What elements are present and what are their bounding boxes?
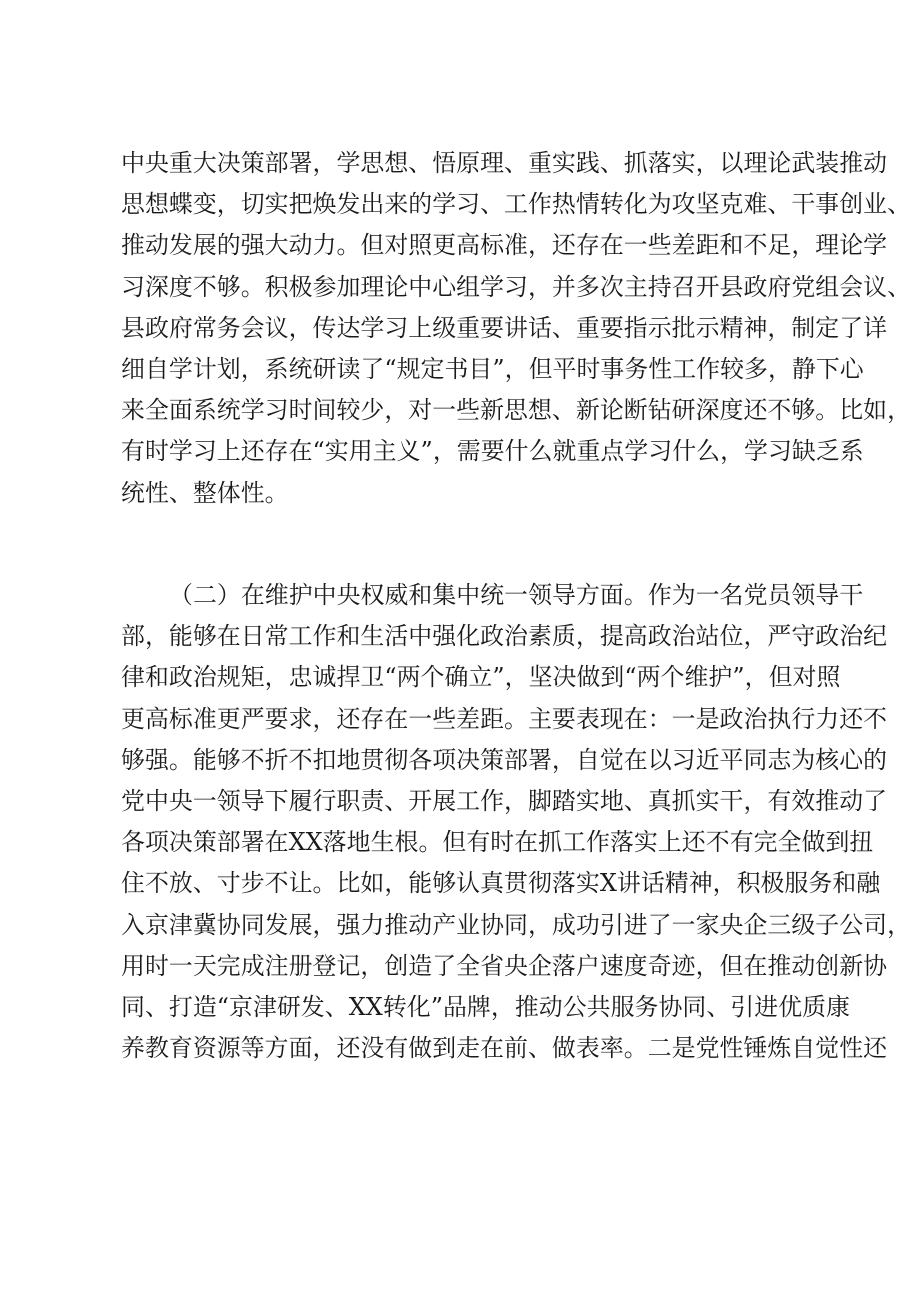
paragraph-2-line-12: 养教育资源等方面，还没有做到走在前、做表率。二是党性锤炼自觉性还 [121, 1034, 888, 1063]
paragraph-2-line-7: 各项决策部署在XX落地生根。但有时在抓工作落实上还不有完全做到扭 [121, 828, 874, 857]
paragraph-2-line-3: 律和政治规矩，忠诚捍卫“两个确立”，坚决做到“两个维护”，但对照 [121, 663, 841, 692]
paragraph-2-line-1: （二）在维护中央权威和集中统一领导方面。作为一名党员领导干 [169, 581, 864, 609]
paragraph-1-line-9: 统性、整体性。 [121, 478, 289, 507]
paragraph-2-line-9: 入京津冀协同发展，强力推动产业协同，成功引进了一家央企三级子公司， [121, 910, 912, 939]
paragraph-2-line-8: 住不放、寸步不让。比如，能够认真贯彻落实X讲话精神，积极服务和融 [121, 869, 881, 898]
paragraph-2-line-6: 党中央一领导下履行职责、开展工作，脚踏实地、真抓实干，有效推动了 [121, 786, 888, 815]
paragraph-1-line-4: 习深度不够。积极参加理论中心组学习，并多次主持召开县政府党组会议、 [121, 272, 912, 301]
paragraph-1-line-3: 推动发展的强大动力。但对照更高标准，还存在一些差距和不足，理论学 [121, 231, 888, 260]
paragraph-1-line-7: 来全面系统学习时间较少，对一些新思想、新论断钻研深度还不够。比如， [121, 396, 912, 425]
paragraph-1-line-2: 思想蝶变，切实把焕发出来的学习、工作热情转化为攻坚克难、干事创业、 [121, 190, 912, 219]
paragraph-1-line-1: 中央重大决策部署，学思想、悟原理、重实践、抓落实，以理论武装推动 [121, 149, 888, 177]
paragraph-1-line-8: 有时学习上还存在“实用主义”，需要什么就重点学习什么，学习缺乏系 [121, 437, 864, 466]
paragraph-2-line-5: 够强。能够不折不扣地贯彻各项决策部署，自觉在以习近平同志为核心的 [121, 745, 888, 774]
paragraph-2-line-11: 同、打造“京津研发、XX转化”品牌，推动公共服务协同、引进优质康 [121, 992, 850, 1021]
paragraph-1-line-5: 县政府常务会议，传达学习上级重要讲话、重要指示批示精神，制定了详 [121, 313, 888, 342]
paragraph-2 [121, 575, 912, 1069]
paragraph-2-line-2: 部，能够在日常工作和生活中强化政治素质，提高政治站位，严守政治纪 [121, 622, 888, 651]
paragraph-2-line-10: 用时一天完成注册登记，创造了全省央企落户速度奇迹，但在推动创新协 [121, 951, 888, 980]
paragraph-1 [121, 143, 912, 514]
paragraph-1-line-6: 细自学计划，系统研读了“规定书目”，但平时事务性工作较多，静下心 [121, 354, 864, 383]
paragraph-2-line-4: 更高标准更严要求，还存在一些差距。主要表现在：一是政治执行力还不 [121, 704, 888, 733]
